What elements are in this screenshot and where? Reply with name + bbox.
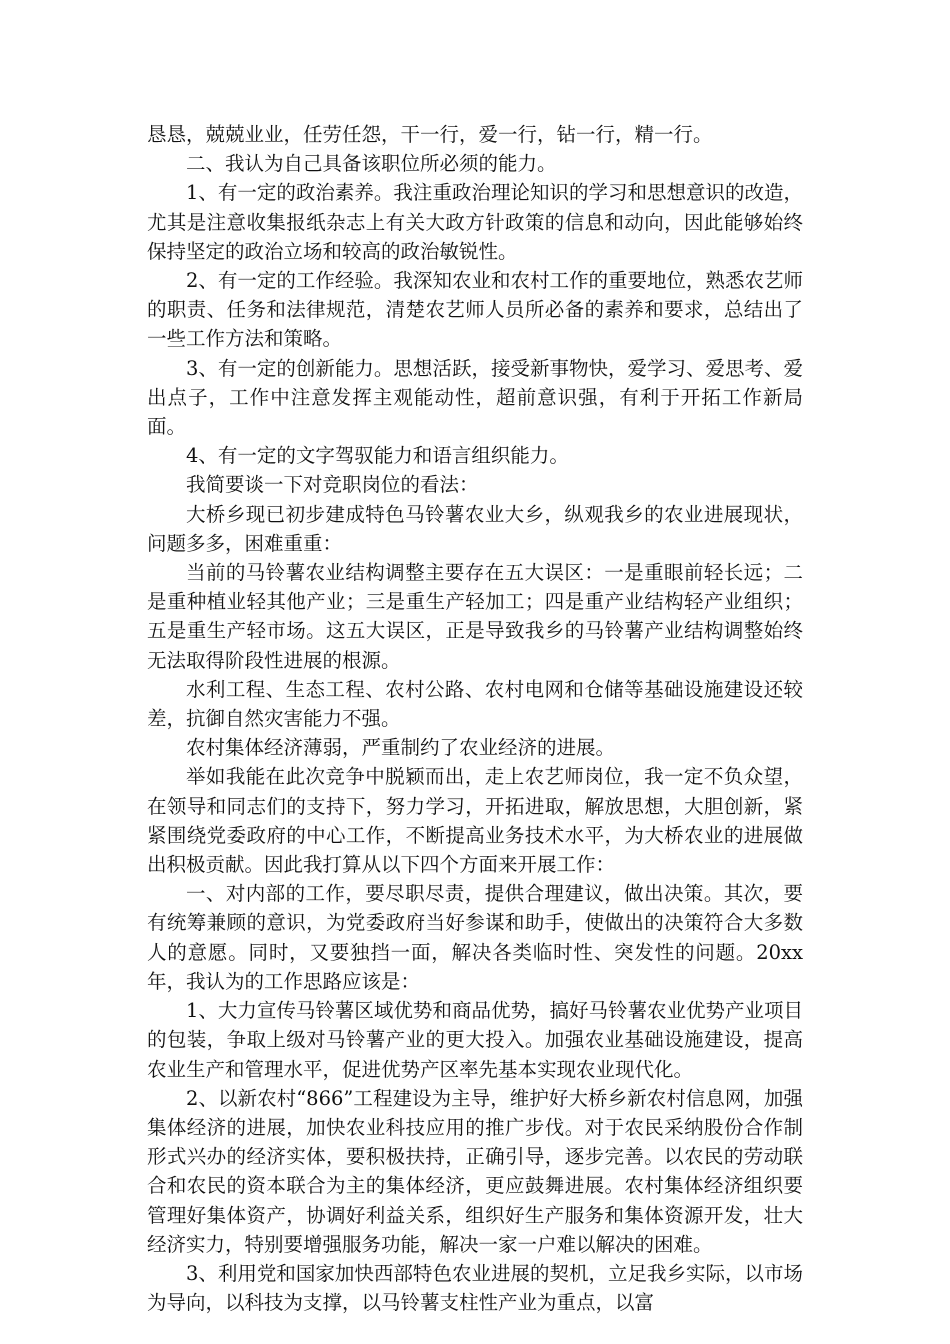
paragraph: 我简要谈一下对竞职岗位的看法： xyxy=(186,473,479,497)
paragraph: 水利工程、生态工程、农村公路、农村电网和仓储等基础设施建设还较差，抗御自然灾害能力不强。 xyxy=(147,677,803,731)
paragraph: 大桥乡现已初步建成特色马铃薯农业大乡，纵观我乡的农业进展现状，问题多多，困难重重： xyxy=(147,502,803,555)
paragraph: 一、对内部的工作，要尽职尽责，提供合理建议，做出决策。其次，要有统筹兼顾的意识，为党委政府当好参谋和助手，使做出的决策符合大多数人的意愿。同时，又要独挡一面，解决各类临时性、突发性的问题。20xx年，我认为的工作思路应该是： xyxy=(147,882,803,993)
paragraph: 举如我能在此次竞争中脱颖而出，走上农艺师岗位，我一定不负众望，在领导和同志们的支持下，努力学习，开拓进取，解放思想，大胆创新，紧紧围绕党委政府的中心工作，不断提高业务技术水平，为大桥农业的进展做出积极贡献。因此我打算从以下四个方面来开展工作： xyxy=(147,765,803,877)
paragraph: 3、利用党和国家加快西部特色农业进展的契机，立足我乡实际，以市场为导向，以科技为支撑，以马铃薯支柱性产业为重点，以富 xyxy=(147,1261,803,1315)
paragraph: 二、我认为自己具备该职位所必须的能力。 xyxy=(186,152,557,176)
paragraph: 1、有一定的政治素养。我注重政治理论知识的学习和思想意识的改造，尤其是注意收集报纸杂志上有关大政方针政策的信息和动向，因此能够始终保持坚定的政治立场和较高的政治敏锐性。 xyxy=(147,181,803,263)
paragraph: 2、有一定的工作经验。我深知农业和农村工作的重要地位，熟悉农艺师的职责、任务和法律规范，清楚农艺师人员所必备的素养和要求，总结出了一些工作方法和策略。 xyxy=(147,269,803,351)
paragraph: 当前的马铃薯农业结构调整主要存在五大误区：一是重眼前轻长远；二是重种植业轻其他产业；三是重生产轻加工；四是重产业结构轻产业组织；五是重生产轻市场。这五大误区，正是导致我乡的马铃薯产业结构调整始终无法取得阶段性进展的根源。 xyxy=(147,561,803,672)
paragraph: 恳恳，兢兢业业，任劳任怨，干一行，爱一行，钻一行，精一行。 xyxy=(147,123,713,146)
paragraph: 农村集体经济薄弱，严重制约了农业经济的进展。 xyxy=(186,736,616,760)
paragraph: 2、以新农村“866”工程建设为主导，维护好大桥乡新农村信息网，加强集体经济的进展，加快农业科技应用的推广步伐。对于农民采纳股份合作制形式兴办的经济实体，要积极扶持，正确引导，逐步完善。以农民的劳动联合和农民的资本联合为主的集体经济，更应鼓舞进展。农村集体经济组织要管理好集体资产，协调好利益关系，组织好生产服务和集体资源开发，壮大经济实力，特别要增强服务功能，解决一家一户难以解决的困难。 xyxy=(147,1086,803,1256)
paragraph: 4、有一定的文字驾驭能力和语言组织能力。 xyxy=(186,444,569,468)
paragraph: 3、有一定的创新能力。思想活跃，接受新事物快，爱学习、爱思考、爱出点子，工作中注意发挥主观能动性，超前意识强，有利于开拓工作新局面。 xyxy=(147,356,803,439)
paragraph: 1、大力宣传马铃薯区域优势和商品优势，搞好马铃薯农业优势产业项目的包装，争取上级对马铃薯产业的更大投入。加强农业基础设施建设，提高农业生产和管理水平，促进优势产区率先基本实现农业现代化。 xyxy=(147,999,803,1081)
document-page xyxy=(147,120,803,1317)
